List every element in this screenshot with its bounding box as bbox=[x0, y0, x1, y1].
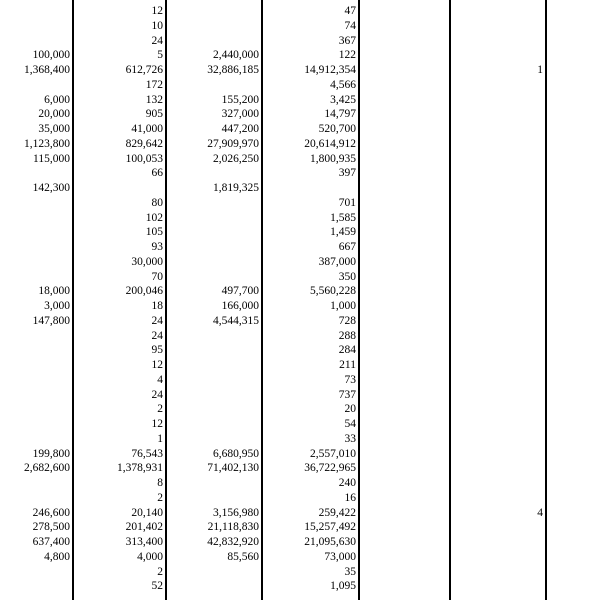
table-row bbox=[0, 535, 600, 550]
table-cell: 52 bbox=[151, 580, 163, 593]
table-cell: 497,700 bbox=[221, 285, 259, 298]
table-row bbox=[0, 343, 600, 358]
table-cell: 47 bbox=[344, 5, 356, 17]
table-cell: 18 bbox=[151, 300, 163, 312]
table-cell: 93 bbox=[151, 241, 163, 253]
table-cell: 70 bbox=[151, 270, 163, 283]
table-cell: 115,000 bbox=[33, 152, 70, 165]
table-cell: 85,560 bbox=[227, 550, 259, 563]
table-cell: 637,400 bbox=[32, 536, 70, 548]
table-cell: 54 bbox=[344, 418, 356, 430]
table-cell: 701 bbox=[338, 196, 356, 209]
table-cell: 24 bbox=[151, 314, 163, 327]
table-cell: 1,368,400 bbox=[24, 64, 70, 76]
table-cell: 172 bbox=[145, 78, 163, 91]
table-cell: 737 bbox=[338, 388, 356, 401]
table-row bbox=[0, 19, 600, 34]
table-cell: 367 bbox=[338, 34, 356, 47]
table-cell: 41,000 bbox=[131, 123, 163, 135]
table-cell: 259,422 bbox=[318, 506, 356, 519]
table-cell: 350 bbox=[338, 270, 356, 283]
table-row bbox=[0, 48, 600, 63]
table-cell: 387,000 bbox=[318, 255, 356, 268]
table-cell: 284 bbox=[338, 344, 356, 357]
table-row bbox=[0, 447, 600, 462]
table-cell: 1,378,931 bbox=[117, 462, 163, 475]
table-row bbox=[0, 417, 600, 432]
table-cell: 73,000 bbox=[324, 550, 356, 563]
table-cell: 2,557,010 bbox=[310, 447, 356, 460]
table-cell: 100,000 bbox=[32, 49, 70, 62]
table-cell: 1,585 bbox=[330, 211, 356, 224]
table-cell: 520,700 bbox=[318, 123, 356, 135]
table-cell: 327,000 bbox=[221, 108, 259, 121]
table-row bbox=[0, 520, 600, 535]
table-cell: 12 bbox=[151, 418, 163, 430]
table-row bbox=[0, 225, 600, 240]
table-row bbox=[0, 181, 600, 196]
table-cell: 24 bbox=[151, 34, 163, 47]
table-row bbox=[0, 358, 600, 373]
table-cell: 211 bbox=[339, 359, 356, 371]
table-cell: 4,566 bbox=[330, 78, 356, 91]
table-cell: 200,046 bbox=[125, 285, 163, 298]
table-cell: 201,402 bbox=[125, 521, 163, 534]
table-cell: 100,053 bbox=[125, 152, 163, 165]
table-cell: 278,500 bbox=[32, 521, 70, 534]
table-row bbox=[0, 314, 600, 329]
table-row bbox=[0, 34, 600, 49]
table-cell: 95 bbox=[151, 344, 163, 357]
table-cell: 4,544,315 bbox=[213, 314, 259, 327]
table-row bbox=[0, 137, 600, 152]
table-cell: 2 bbox=[157, 491, 163, 504]
table-row bbox=[0, 476, 600, 491]
table-row bbox=[0, 4, 600, 19]
table-row bbox=[0, 211, 600, 226]
table-cell: 71,402,130 bbox=[207, 462, 259, 475]
table-cell: 1 bbox=[537, 64, 543, 76]
table-row bbox=[0, 402, 600, 417]
table-cell: 73 bbox=[344, 373, 356, 386]
table-cell: 8 bbox=[157, 477, 163, 489]
table-cell: 612,726 bbox=[125, 64, 163, 76]
table-row bbox=[0, 166, 600, 181]
table-cell: 155,200 bbox=[221, 93, 259, 106]
table-row bbox=[0, 196, 600, 211]
table-row bbox=[0, 93, 600, 108]
table-cell: 20,140 bbox=[131, 506, 163, 519]
table-cell: 14,912,354 bbox=[304, 64, 356, 76]
table-row bbox=[0, 107, 600, 122]
table-cell: 20,000 bbox=[38, 108, 70, 121]
table-cell: 2 bbox=[157, 565, 163, 578]
table-cell: 6,000 bbox=[44, 93, 70, 106]
table-row bbox=[0, 565, 600, 580]
table-cell: 35,000 bbox=[38, 123, 70, 135]
table-row bbox=[0, 461, 600, 476]
table-cell: 667 bbox=[338, 241, 356, 253]
table-cell: 6,680,950 bbox=[213, 447, 259, 460]
table-cell: 21,118,830 bbox=[207, 521, 259, 534]
table-cell: 76,543 bbox=[131, 447, 163, 460]
table-cell: 313,400 bbox=[125, 536, 163, 548]
table-row bbox=[0, 78, 600, 93]
table-cell: 2,440,000 bbox=[213, 49, 259, 62]
table-cell: 199,800 bbox=[32, 447, 70, 460]
table-cell: 5 bbox=[157, 49, 163, 62]
table-cell: 905 bbox=[145, 108, 163, 121]
table-row bbox=[0, 579, 600, 594]
table-cell: 24 bbox=[151, 329, 163, 342]
table-cell: 288 bbox=[338, 329, 356, 342]
table-cell: 3,425 bbox=[330, 93, 356, 106]
table-cell: 397 bbox=[338, 167, 356, 180]
table-cell: 4,800 bbox=[44, 550, 70, 563]
table-cell: 1,800,935 bbox=[310, 152, 356, 165]
table-cell: 166,000 bbox=[221, 300, 259, 312]
table-cell: 27,909,970 bbox=[207, 137, 259, 150]
table-cell: 42,832,920 bbox=[207, 536, 259, 548]
table-cell: 5,560,228 bbox=[310, 285, 356, 298]
table-cell: 10 bbox=[151, 19, 163, 32]
table-cell: 122 bbox=[338, 49, 356, 62]
table-cell: 4,000 bbox=[137, 550, 163, 563]
table-cell: 21,095,630 bbox=[304, 536, 356, 548]
table-cell: 18,000 bbox=[38, 285, 70, 298]
table-cell: 14,797 bbox=[324, 108, 356, 121]
table-cell: 4 bbox=[537, 506, 543, 519]
table-cell: 1,000 bbox=[330, 300, 356, 312]
table-cell: 246,600 bbox=[32, 506, 70, 519]
table-cell: 2,682,600 bbox=[24, 462, 70, 475]
table-cell: 36,722,965 bbox=[304, 462, 356, 475]
table-row bbox=[0, 152, 600, 167]
table-cell: 74 bbox=[344, 19, 356, 32]
table-cell: 20 bbox=[344, 403, 356, 416]
table-cell: 2,026,250 bbox=[213, 152, 259, 165]
table-cell: 2 bbox=[157, 403, 163, 416]
table-cell: 105 bbox=[145, 226, 163, 239]
table-cell: 33 bbox=[344, 432, 356, 445]
table-row bbox=[0, 373, 600, 388]
table-cell: 30,000 bbox=[131, 255, 163, 268]
table-cell: 1,459 bbox=[330, 226, 356, 239]
table-row bbox=[0, 255, 600, 270]
table-cell: 142,300 bbox=[32, 182, 70, 194]
table-cell: 3,000 bbox=[44, 300, 70, 312]
table-cell: 147,800 bbox=[32, 314, 70, 327]
table-row bbox=[0, 432, 600, 447]
table-row bbox=[0, 299, 600, 314]
table-row bbox=[0, 388, 600, 403]
table-cell: 4 bbox=[157, 373, 163, 386]
table-cell: 12 bbox=[151, 5, 163, 17]
table-cell: 240 bbox=[338, 477, 356, 489]
table-cell: 132 bbox=[145, 93, 163, 106]
table-cell: 20,614,912 bbox=[304, 137, 356, 150]
table-cell: 3,156,980 bbox=[213, 506, 259, 519]
table-cell: 16 bbox=[344, 491, 356, 504]
table-row bbox=[0, 491, 600, 506]
table-cell: 829,642 bbox=[125, 137, 163, 150]
table-cell: 102 bbox=[145, 211, 163, 224]
table-cell: 32,886,185 bbox=[207, 64, 259, 76]
table-cell: 35 bbox=[344, 565, 356, 578]
table-row bbox=[0, 284, 600, 299]
table-cell: 66 bbox=[151, 167, 163, 180]
table-row bbox=[0, 329, 600, 344]
table-cell: 24 bbox=[151, 388, 163, 401]
table-cell: 1 bbox=[157, 432, 163, 445]
table-cell: 1,095 bbox=[330, 580, 356, 593]
table-row bbox=[0, 240, 600, 255]
table-cell: 12 bbox=[151, 359, 163, 371]
table-cell: 1,819,325 bbox=[213, 182, 259, 194]
table-row bbox=[0, 270, 600, 285]
table-cell: 1,123,800 bbox=[24, 137, 70, 150]
table-cell: 15,257,492 bbox=[304, 521, 356, 534]
table-cell: 80 bbox=[151, 196, 163, 209]
table-row bbox=[0, 63, 600, 78]
table-row bbox=[0, 506, 600, 521]
table-cell: 447,200 bbox=[221, 123, 259, 135]
table-cell: 728 bbox=[338, 314, 356, 327]
table-row bbox=[0, 550, 600, 565]
table-row bbox=[0, 122, 600, 137]
